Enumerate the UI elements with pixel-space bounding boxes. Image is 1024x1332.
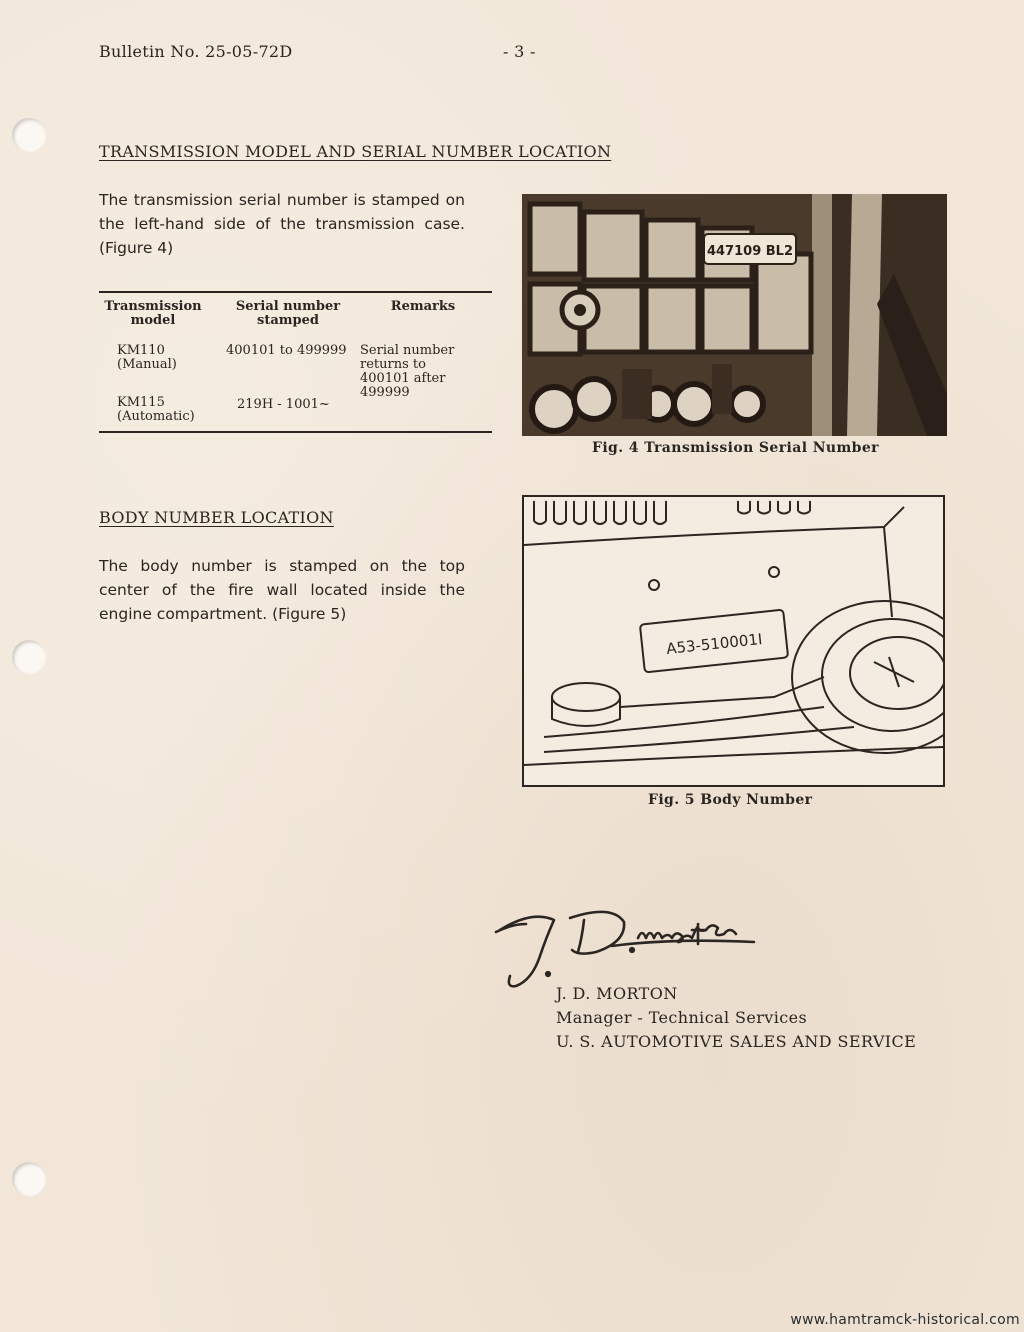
table-header: Serial number stamped	[235, 299, 341, 328]
body-number-drawing	[522, 495, 945, 787]
signer-title: Manager - Technical Services	[556, 1008, 808, 1027]
table-cell-model: KM110 (Manual)	[117, 343, 177, 372]
signer-company: U. S. AUTOMOTIVE SALES AND SERVICE	[556, 1032, 917, 1051]
body-number-plate: A53-510001I	[665, 629, 764, 658]
site-watermark: www.hamtramck-historical.com	[790, 1312, 1020, 1328]
transmission-section-title: TRANSMISSION MODEL AND SERIAL NUMBER LOCATION	[99, 142, 612, 161]
table-cell-serial: 219H - 1001~	[237, 397, 330, 412]
table-header: Transmission model	[104, 299, 202, 328]
table-cell-remarks: Serial number returns to 400101 after 499999	[360, 343, 455, 400]
table-bottom-rule	[99, 431, 492, 433]
table-cell-model: KM115 (Automatic)	[117, 395, 195, 424]
binder-hole	[12, 118, 46, 152]
transmission-photo	[522, 194, 947, 436]
page-number: - 3 -	[503, 42, 536, 61]
figure-4-caption: Fig. 4 Transmission Serial Number	[592, 440, 879, 456]
table-header: Remarks	[390, 299, 456, 314]
figure-5-caption: Fig. 5 Body Number	[648, 792, 813, 808]
transmission-table	[99, 291, 492, 433]
table-cell-serial: 400101 to 499999	[226, 343, 347, 358]
binder-hole	[12, 1162, 46, 1196]
signature-block	[556, 982, 916, 1054]
transmission-paragraph: The transmission serial number is stamped on the left-hand side of the transmission case. (Figure 4)	[99, 191, 465, 257]
table-top-rule	[99, 291, 492, 293]
signer-name: J. D. MORTON	[556, 984, 678, 1003]
body-number-paragraph: The body number is stamped on the top center of the fire wall located inside the engine compartment. (Figure 5)	[99, 557, 465, 623]
bulletin-number: Bulletin No. 25-05-72D	[99, 42, 293, 61]
binder-hole	[12, 640, 46, 674]
handwritten-signature	[492, 898, 762, 990]
transmission-stamp: 447109 BL2	[706, 244, 794, 259]
body-number-section-title: BODY NUMBER LOCATION	[99, 508, 334, 527]
